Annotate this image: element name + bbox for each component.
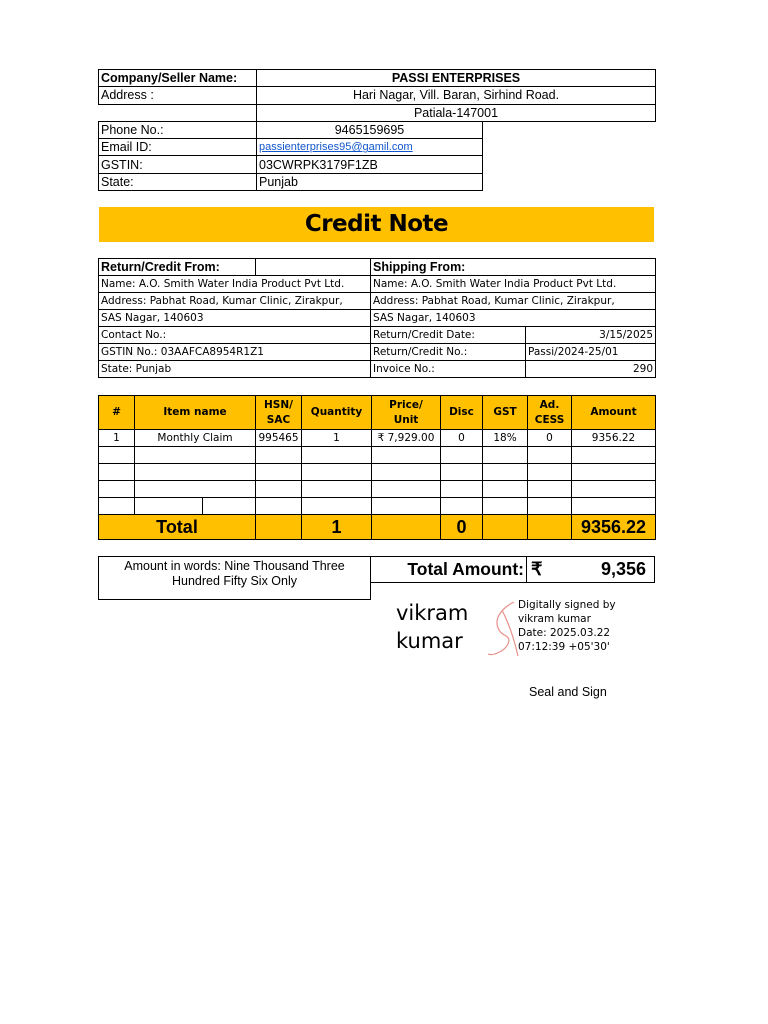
blank-cell — [256, 259, 371, 276]
state-label: State: — [99, 173, 257, 190]
return-from-heading: Return/Credit From: — [99, 259, 256, 276]
return-from-gstin: GSTIN No.: 03AAFCA8954R1Z1 — [99, 344, 371, 361]
col-amount: Amount — [572, 396, 656, 430]
seller-name: PASSI ENTERPRISES — [257, 70, 656, 87]
total-amount-value: 9,356 — [600, 559, 646, 579]
blank-cell — [483, 139, 656, 156]
signature-name-line2: kumar — [396, 629, 463, 653]
blank-cell — [372, 515, 441, 540]
row-item: Monthly Claim — [135, 430, 256, 447]
table-row — [99, 430, 656, 447]
col-item: Item name — [135, 396, 256, 430]
blank-cell — [483, 156, 656, 173]
row-hsn: 995465 — [256, 430, 302, 447]
row-num: 1 — [99, 430, 135, 447]
shipping-from-address1: Address: Pabhat Road, Kumar Clinic, Zirakpur, — [371, 293, 656, 310]
amount-in-words: Amount in words: Nine Thousand Three Hundred Fifty Six Only — [98, 556, 371, 600]
credit-note-title: Credit Note — [99, 207, 654, 242]
col-gst: GST — [483, 396, 528, 430]
return-from-address2: SAS Nagar, 140603 — [99, 310, 371, 327]
invoice-no-value: 290 — [526, 361, 656, 378]
credit-date-label: Return/Credit Date: — [371, 327, 526, 344]
seller-table — [98, 69, 656, 191]
state-value: Punjab — [257, 173, 483, 190]
return-from-state: State: Punjab — [99, 361, 371, 378]
row-price: ₹ 7,929.00 — [372, 430, 441, 447]
signature-name-line1: vikram — [396, 601, 469, 625]
address-line2: Patiala-147001 — [257, 104, 656, 121]
empty-row — [99, 498, 656, 515]
gstin-value: 03CWRPK3179F1ZB — [257, 156, 483, 173]
signature-stroke — [488, 602, 518, 656]
credit-date-value: 3/15/2025 — [526, 327, 656, 344]
credit-no-value: Passi/2024-25/01 — [526, 344, 656, 361]
empty-row — [99, 447, 656, 464]
blank-cell — [483, 173, 656, 190]
row-qty: 1 — [302, 430, 372, 447]
items-header-row — [99, 396, 656, 430]
row-gst: 18% — [483, 430, 528, 447]
col-disc: Disc — [441, 396, 483, 430]
blank-cell — [483, 121, 656, 138]
total-amount-box — [370, 556, 655, 583]
row-amount: 9356.22 — [572, 430, 656, 447]
col-hsn — [256, 396, 302, 430]
party-table — [98, 258, 656, 378]
items-table — [98, 395, 656, 540]
total-row — [99, 515, 656, 540]
seal-and-sign: Seal and Sign — [529, 685, 607, 699]
address-blank — [99, 104, 257, 121]
phone-label: Phone No.: — [99, 121, 257, 138]
empty-row — [99, 464, 656, 481]
col-cess — [528, 396, 572, 430]
email-label: Email ID: — [99, 139, 257, 156]
total-disc: 0 — [441, 515, 483, 540]
blank-cell — [256, 515, 302, 540]
email-link[interactable]: passienterprises95@gamil.com — [257, 139, 483, 156]
signature-detail-line1: Digitally signed by — [518, 599, 616, 611]
return-from-contact: Contact No.: — [99, 327, 371, 344]
total-amount-cell: 9356.22 — [572, 515, 656, 540]
col-price — [372, 396, 441, 430]
col-cess-line2: CESS — [534, 413, 565, 426]
col-cess-line1: Ad. — [539, 398, 560, 411]
total-amount-label: Total Amount: — [371, 557, 527, 582]
col-hsn-line1: HSN/ — [264, 398, 293, 411]
blank-cell — [528, 515, 572, 540]
total-qty: 1 — [302, 515, 372, 540]
blank-cell — [483, 515, 528, 540]
signature-name — [396, 599, 468, 655]
address-line1: Hari Nagar, Vill. Baran, Sirhind Road. — [257, 87, 656, 104]
col-price-line1: Price/ — [389, 398, 423, 411]
return-from-name: Name: A.O. Smith Water India Product Pvt Ltd. — [99, 276, 371, 293]
seller-name-label: Company/Seller Name: — [99, 70, 257, 87]
signature-detail-line3: Date: 2025.03.22 — [518, 627, 611, 639]
currency-symbol: ₹ — [531, 559, 543, 579]
gstin-label: GSTIN: — [99, 156, 257, 173]
total-label: Total — [99, 515, 256, 540]
shipping-from-name: Name: A.O. Smith Water India Product Pvt Ltd. — [371, 276, 656, 293]
col-num: # — [99, 396, 135, 430]
signature-detail-line4: 07:12:39 +05'30' — [518, 641, 610, 653]
shipping-from-address2: SAS Nagar, 140603 — [371, 310, 656, 327]
empty-row — [99, 481, 656, 498]
signature-detail-line2: vikram kumar — [518, 613, 591, 625]
shipping-from-heading: Shipping From: — [371, 259, 656, 276]
return-from-address1: Address: Pabhat Road, Kumar Clinic, Zirakpur, — [99, 293, 371, 310]
row-cess: 0 — [528, 430, 572, 447]
address-label: Address : — [99, 87, 257, 104]
invoice-no-label: Invoice No.: — [371, 361, 526, 378]
credit-no-label: Return/Credit No.: — [371, 344, 526, 361]
digital-signature-details — [518, 598, 616, 654]
row-disc: 0 — [441, 430, 483, 447]
phone-value: 9465159695 — [257, 121, 483, 138]
col-qty: Quantity — [302, 396, 372, 430]
col-price-line2: Unit — [393, 413, 419, 426]
col-hsn-line2: SAC — [266, 413, 291, 426]
